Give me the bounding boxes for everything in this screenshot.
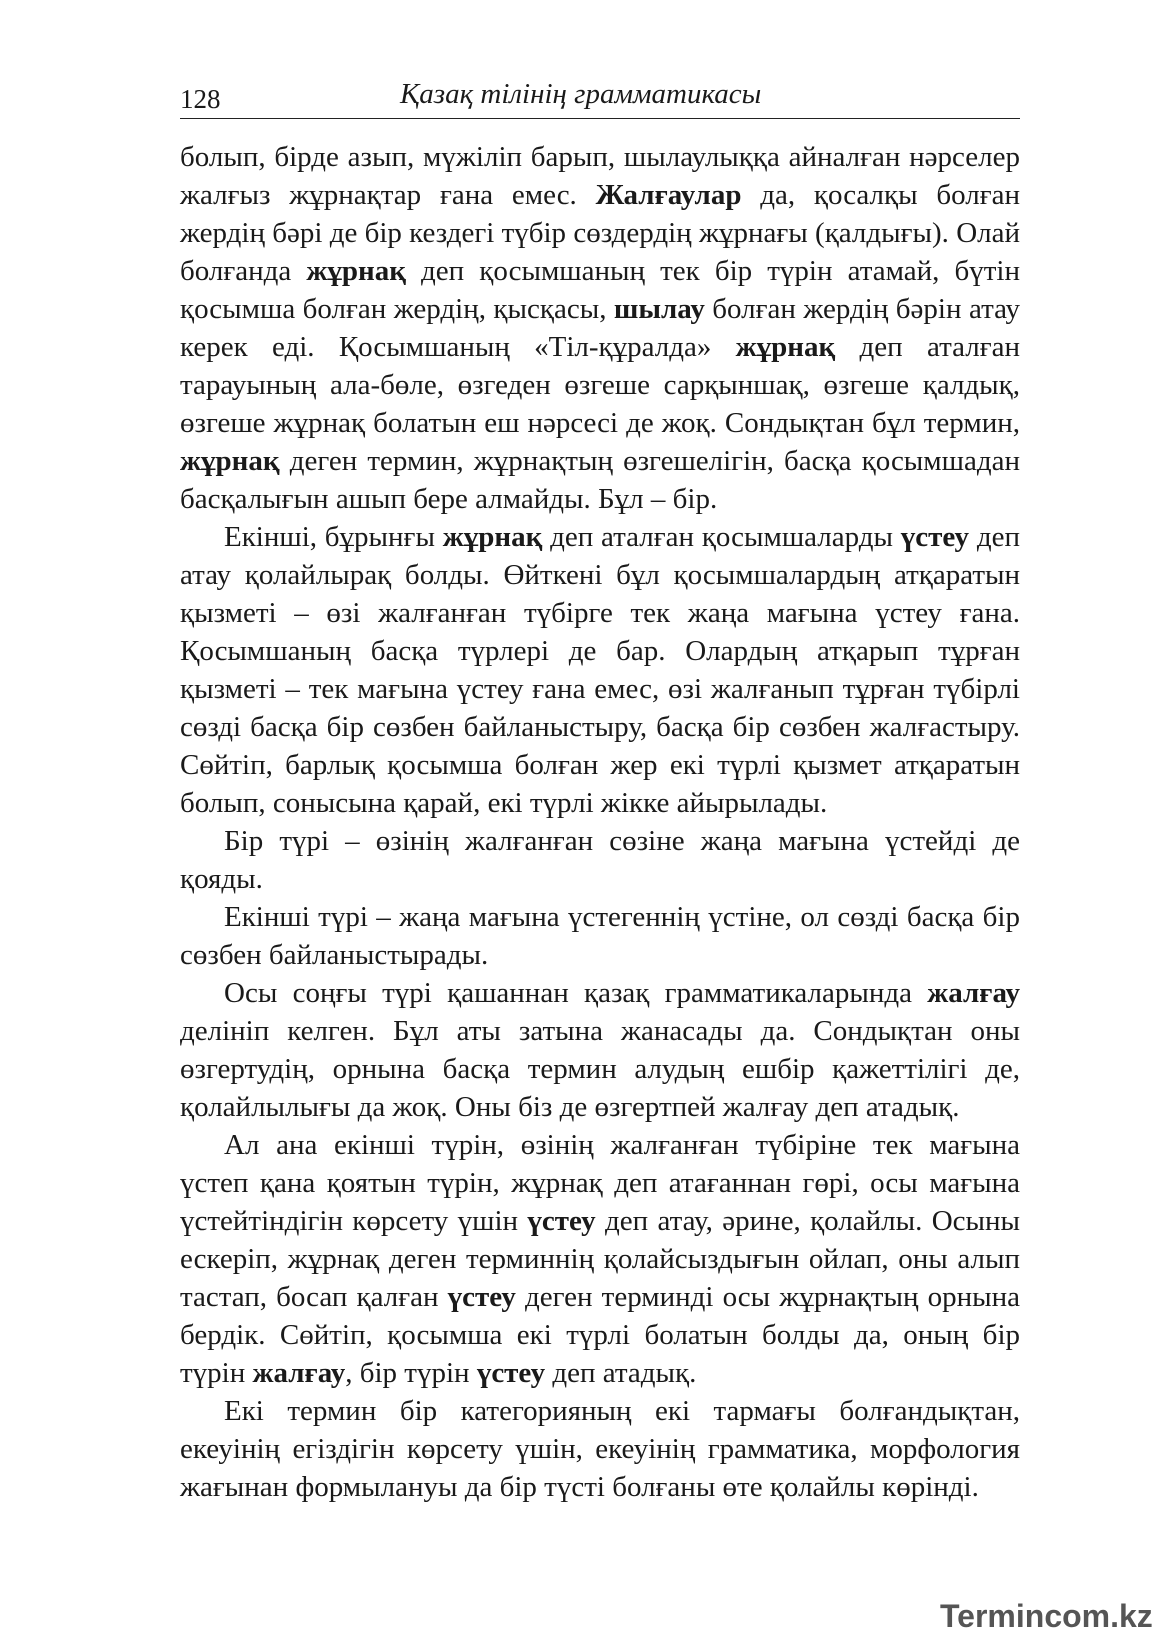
text-run: деп қосымшаның тек бір түрін атамай, бүтін қосымша болған жердің, қысқасы, xyxy=(180,255,1020,325)
bold-term: жалғау xyxy=(927,977,1020,1009)
watermark-logo xyxy=(940,1598,1153,1635)
bold-term: үстеу xyxy=(476,1357,546,1389)
paragraph xyxy=(180,822,1020,898)
text-run: Екінші түрі – жаңа мағына үстегеннің үстіне, ол сөзді басқа бір сөзбен байланыстырады. xyxy=(180,901,1020,971)
text-run: деген термин, жұрнақтың өзгешелігін, басқа қосымшадан басқалығын ашып бере алмайды. Бұл – бір. xyxy=(180,445,1020,515)
bold-term: жұрнақ xyxy=(306,255,406,287)
text-run: деп аталған қосымшаларды xyxy=(542,521,901,553)
bold-term: жұрнақ xyxy=(180,445,280,477)
bold-term: жалғау xyxy=(252,1357,346,1389)
paragraph xyxy=(180,518,1020,822)
body-text xyxy=(180,138,1020,1506)
text-run: деп атау қолайлырақ болды. Өйткені бұл қосымшалардың атқаратын қызметі – өзі жалғанған түбірге тек жаңа мағына үстеу ғана. Қосымшаның басқа түрлері де бар. Олардың атқарып тұрған қызметі – тек мағына үстеу ғана емес, өзі жалғанып тұрған түбірлі сөзді басқа бір сөзбен байланыстыру, басқа бір сөзбен жалғастыру. Сөйтіп, барлық қосымша болған жер екі түрлі қызмет атқаратын болып, сонысына қарай, екі түрлі жікке айырылады. xyxy=(180,521,1020,819)
bold-term: үстеу xyxy=(527,1205,596,1237)
text-run: деп атадық. xyxy=(545,1357,697,1389)
page-header xyxy=(180,78,1020,119)
text-run: , бір түрін xyxy=(345,1357,477,1389)
text-run: Осы соңғы түрі қашаннан қазақ грамматикаларында xyxy=(224,977,928,1009)
text-run: Екінші, бұрынғы xyxy=(224,521,443,553)
bold-term: үстеу xyxy=(900,521,970,553)
text-run: да, қосалқы болған жердің бәрі де бір кездегі түбір сөздердің жұрнағы (қалдығы). Олай болғанда xyxy=(180,179,1020,287)
bold-term: жұрнақ xyxy=(735,331,836,363)
paragraph xyxy=(180,974,1020,1126)
bold-term: үстеу xyxy=(447,1281,516,1313)
paragraph xyxy=(180,138,1020,518)
text-run: делініп келген. Бұл аты затына жанасады да. Сондықтан оны өзгертудің, орнына басқа термин алудың ешбір қажеттілігі де, қолайлылығы да жоқ. Оны біз де өзгертпей жалғау деп атадық. xyxy=(180,1015,1020,1123)
paragraph xyxy=(180,1126,1020,1392)
bold-term: Жалғаулар xyxy=(595,179,742,211)
paragraph xyxy=(180,898,1020,974)
running-title: Қазақ тілінің грамматикасы xyxy=(400,78,762,110)
text-run: болған жердің бәрін атау керек еді. Қосымшаның «Тіл-құралда» xyxy=(180,293,1021,363)
text-run: деген терминді осы жұрнақтың орнына бердік. Сөйтіп, қосымша екі түрлі болатын болды да, оның бір түрін xyxy=(180,1281,1020,1389)
text-run: Бір түрі – өзінің жалғанған сөзіне жаңа мағына үстейді де қояды. xyxy=(180,825,1020,895)
bold-term: шылау xyxy=(613,293,705,325)
watermark-text: Termincom.kz xyxy=(940,1598,1153,1634)
text-run: деп атау, әрине, қолайлы. Осыны ескеріп, жұрнақ деген терминнің қолайсыздығын ойлап, оны алып тастап, босап қалған xyxy=(180,1205,1020,1313)
text-run: Екі термин бір категорияның екі тармағы болғандықтан, екеуінің егіздігін көрсету үшін, екеуінің грамматика, морфология жағынан формылануы да бір түсті болғаны өте қолайлы көрінді. xyxy=(180,1395,1020,1503)
text-run: деп аталған тарауының ала-бөле, өзгеден өзгеше сарқыншақ, өзгеше қалдық, өзгеше жұрнақ болатын еш нәрсесі де жоқ. Сондықтан бұл термин, xyxy=(180,331,1020,439)
text-run: Ал ана екінші түрін, өзінің жалғанған түбіріне тек мағына үстеп қана қоятын түрін, жұрнақ деп атағаннан гөрі, осы мағына үстейтіндігін көрсету үшін xyxy=(180,1129,1020,1237)
text-run: болып, бірде азып, мүжіліп барып, шылаулыққа айналған нәрселер жалғыз жұрнақтар ғана емес. xyxy=(180,141,1020,211)
paragraph xyxy=(180,1392,1020,1506)
bold-term: жұрнақ xyxy=(442,521,543,553)
page-number: 128 xyxy=(180,84,221,114)
